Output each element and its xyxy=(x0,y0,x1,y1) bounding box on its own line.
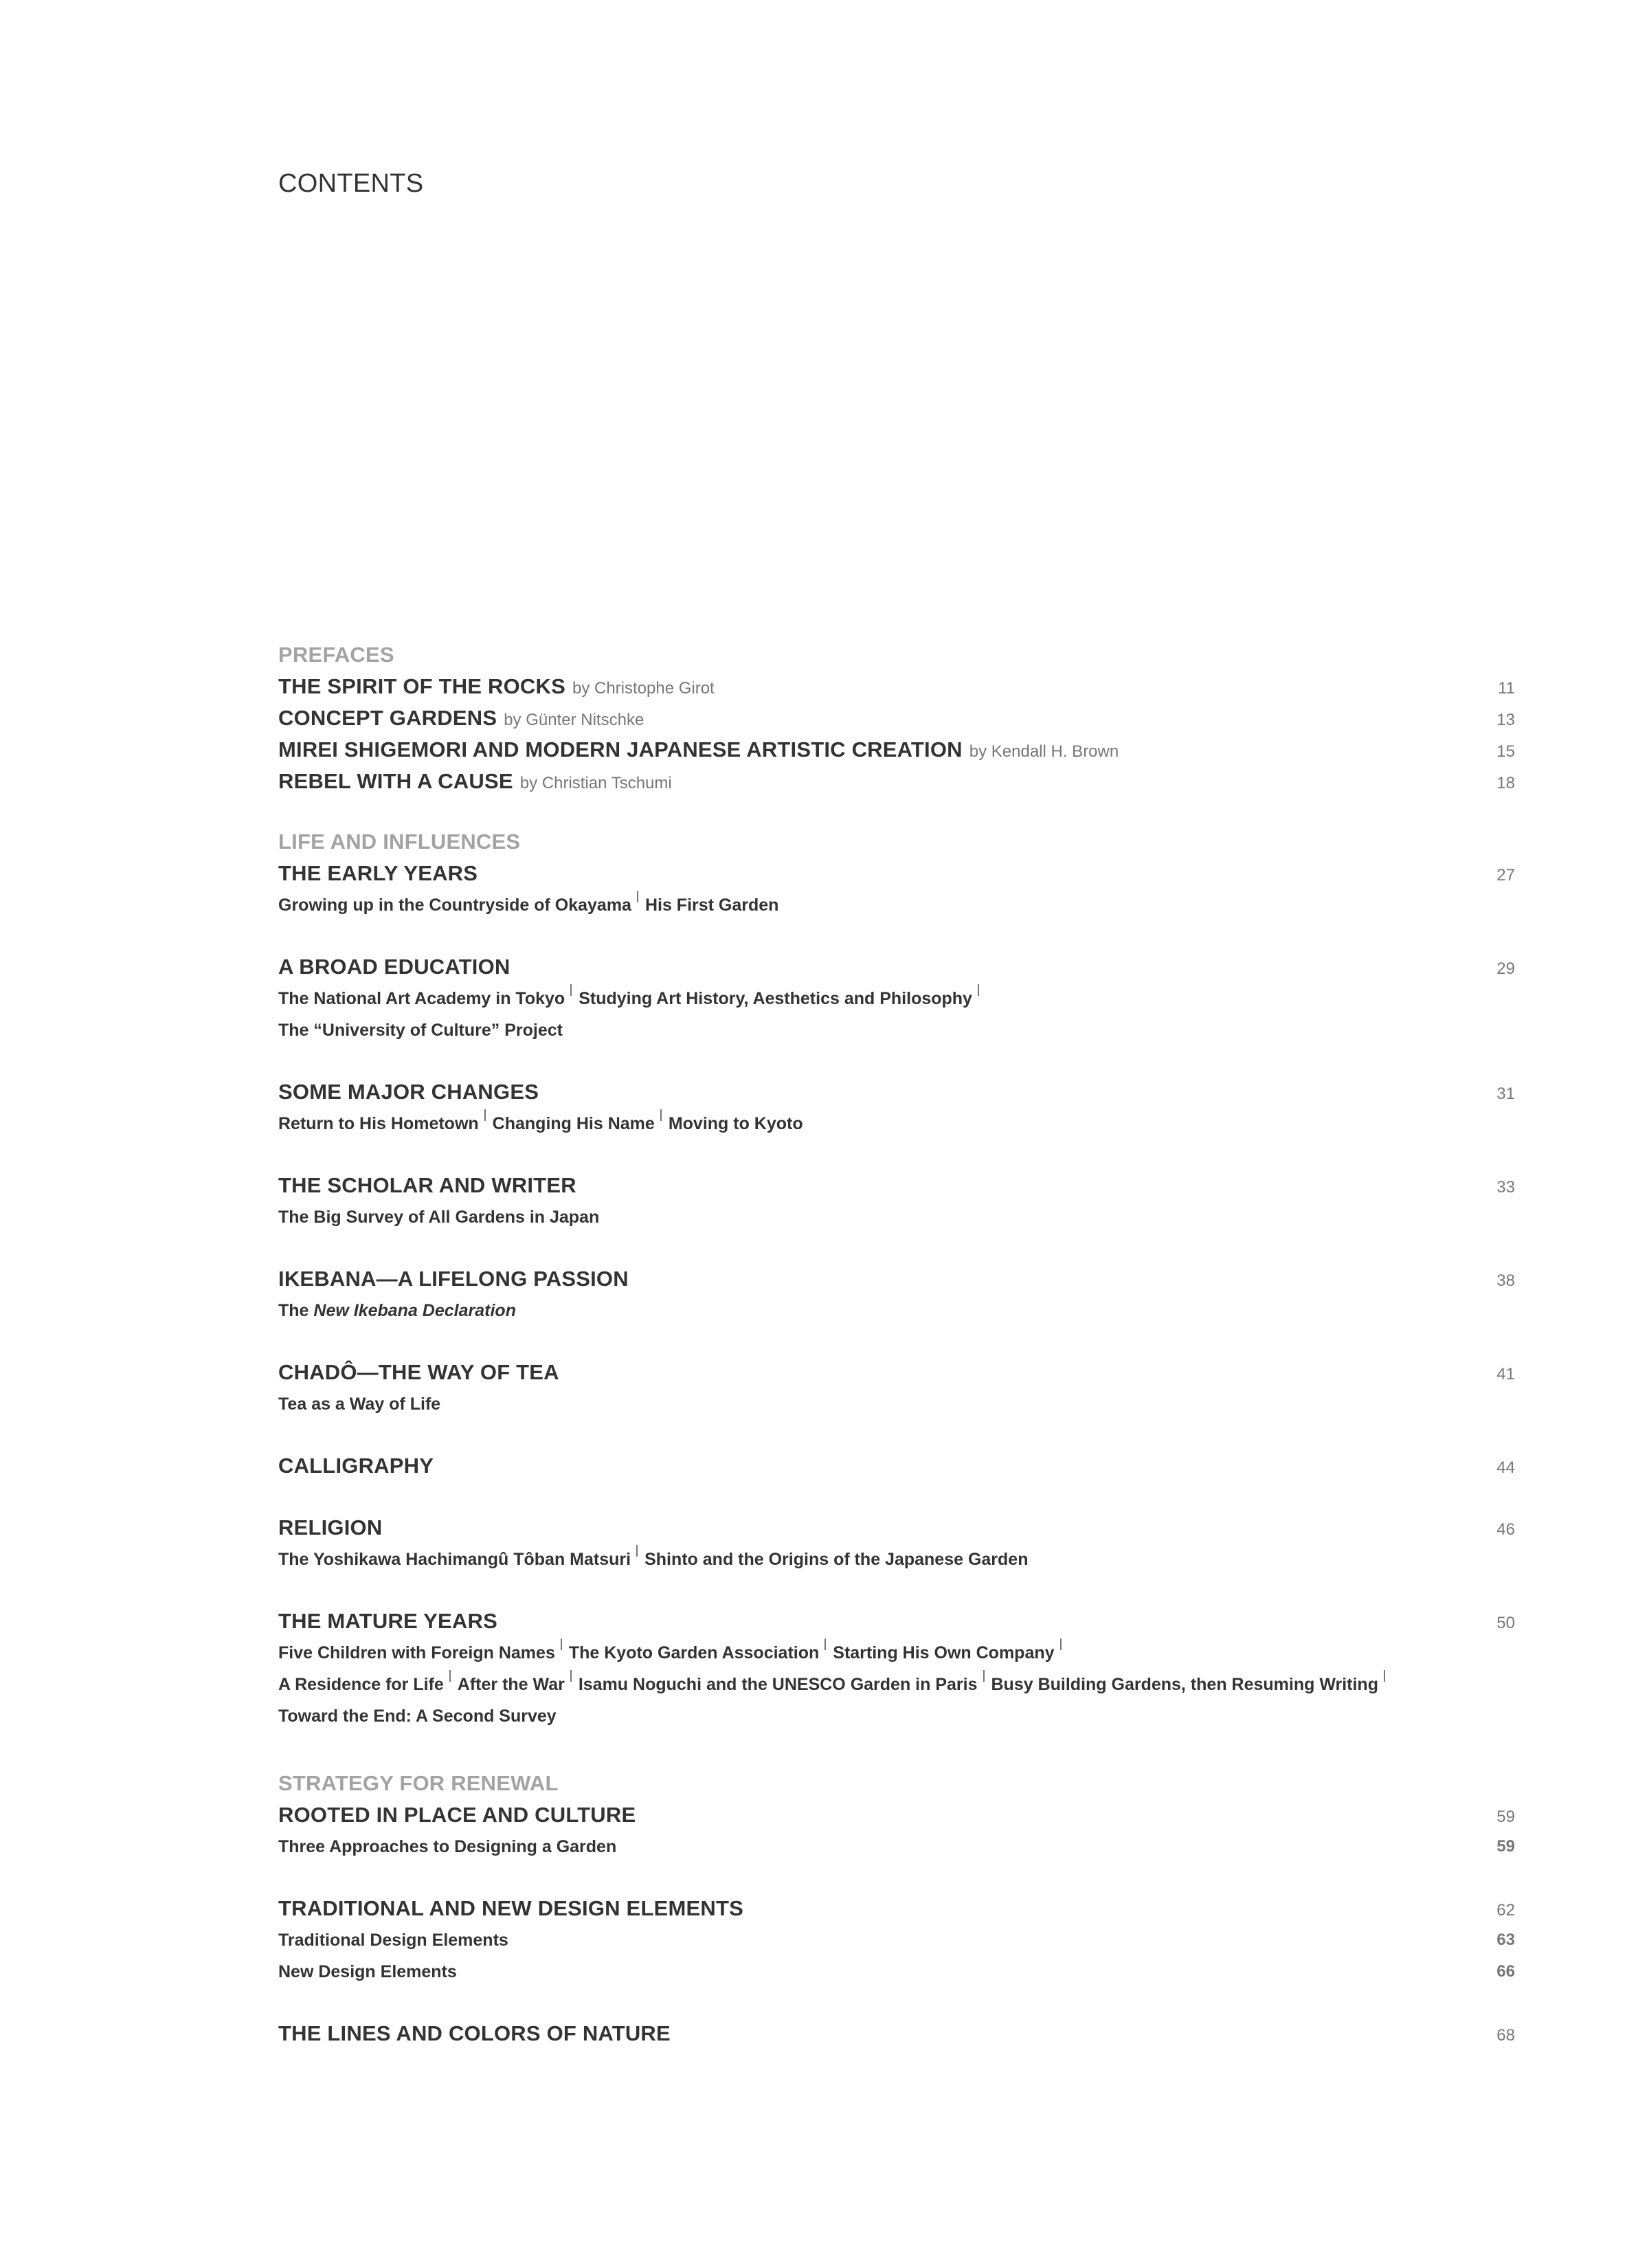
sub-topics xyxy=(278,1201,1515,1233)
separator-bar xyxy=(978,984,979,996)
sub-topic[interactable]: Starting His Own Company xyxy=(833,1643,1055,1663)
page-number: 63 xyxy=(1496,1931,1515,1949)
section-title: STRATEGY FOR RENEWAL xyxy=(278,1771,559,1795)
entry-title: THE MATURE YEARS xyxy=(278,1609,497,1633)
toc-section xyxy=(278,639,1515,797)
toc-entry[interactable] xyxy=(278,858,1515,921)
entry-title: A BROAD EDUCATION xyxy=(278,955,511,979)
entry-title: TRADITIONAL AND NEW DESIGN ELEMENTS xyxy=(278,1896,743,1920)
sub-topics xyxy=(278,889,1515,921)
sub-topic-line xyxy=(278,1669,1515,1700)
toc-section xyxy=(278,826,1515,1732)
page-number: 15 xyxy=(1496,742,1515,761)
page-number: 13 xyxy=(1496,711,1515,729)
sub-topic-line xyxy=(278,1700,1515,1732)
page-number: 46 xyxy=(1496,1520,1515,1539)
page-number: 31 xyxy=(1496,1085,1515,1103)
sub-topic-line xyxy=(278,983,1515,1014)
entry-row xyxy=(278,1605,1515,1637)
entry-title: THE LINES AND COLORS OF NATURE xyxy=(278,2021,671,2045)
separator-bar xyxy=(636,1545,638,1557)
entry-row xyxy=(278,671,1515,702)
toc-entry[interactable] xyxy=(278,2018,1515,2049)
sub-topic[interactable]: After the War xyxy=(457,1675,565,1694)
entry-row xyxy=(278,1357,1515,1388)
sub-topics xyxy=(278,1544,1515,1575)
sub-topic-line xyxy=(278,1831,1515,1863)
sub-topics xyxy=(278,983,1515,1046)
sub-topic-line xyxy=(278,1956,1515,1988)
toc-entry[interactable] xyxy=(278,734,1515,766)
table-of-contents xyxy=(278,639,1515,2077)
toc-entry[interactable] xyxy=(278,1799,1515,1863)
sub-topic[interactable]: His First Garden xyxy=(644,896,779,915)
entry-row xyxy=(278,858,1515,889)
entry-title: THE EARLY YEARS xyxy=(278,861,478,885)
entry-title: MIREI SHIGEMORI AND MODERN JAPANESE ARTISTIC CREATION xyxy=(278,737,963,761)
entry-title: CONCEPT GARDENS xyxy=(278,706,497,730)
entry-row xyxy=(278,1450,1515,1482)
page-number: 68 xyxy=(1496,2026,1515,2045)
toc-entry[interactable] xyxy=(278,766,1515,797)
sub-topics xyxy=(278,1924,1515,1988)
sub-topic[interactable]: Shinto and the Origins of the Japanese Garden xyxy=(644,1550,1029,1569)
toc-entry[interactable] xyxy=(278,951,1515,1046)
sub-topic[interactable]: Busy Building Gardens, then Resuming Writing xyxy=(991,1675,1378,1694)
entry-row xyxy=(278,1076,1515,1108)
sub-topic[interactable]: The Kyoto Garden Association xyxy=(568,1643,820,1663)
sub-topic[interactable]: The “University of Culture” Project xyxy=(278,1021,563,1040)
separator-bar xyxy=(637,891,638,902)
toc-entry[interactable] xyxy=(278,702,1515,734)
section-title: PREFACES xyxy=(278,643,394,667)
page-number: 59 xyxy=(1496,1808,1515,1826)
sub-topic-line xyxy=(278,1388,1515,1420)
toc-entry[interactable] xyxy=(278,1512,1515,1575)
sub-topics xyxy=(278,1388,1515,1420)
sub-topic-line xyxy=(278,1014,1515,1046)
sub-topics xyxy=(278,1831,1515,1863)
page-number: 44 xyxy=(1496,1458,1515,1477)
page-title: CONTENTS xyxy=(278,169,424,198)
entry-title: ROOTED IN PLACE AND CULTURE xyxy=(278,1803,636,1827)
page-number: 41 xyxy=(1496,1365,1515,1383)
toc-entry[interactable] xyxy=(278,1263,1515,1326)
sub-topic[interactable]: Traditional Design Elements xyxy=(278,1931,508,1950)
page-number: 27 xyxy=(1496,866,1515,885)
page-number: 62 xyxy=(1496,1901,1515,1920)
sub-topic-line xyxy=(278,1295,1515,1326)
entry-title: SOME MAJOR CHANGES xyxy=(278,1080,539,1104)
sub-topic-line xyxy=(278,1544,1515,1575)
separator-bar xyxy=(561,1638,562,1650)
sub-topic[interactable]: New Design Elements xyxy=(278,1962,457,1981)
sub-topic-line xyxy=(278,889,1515,921)
sub-topic[interactable]: Isamu Noguchi and the UNESCO Garden in Paris xyxy=(578,1675,978,1694)
entry-row xyxy=(278,1263,1515,1295)
page-number: 50 xyxy=(1496,1614,1515,1632)
toc-entry[interactable] xyxy=(278,1893,1515,1988)
entry-title: CALLIGRAPHY xyxy=(278,1454,434,1478)
entry-title: RELIGION xyxy=(278,1515,383,1539)
entry-author: by Günter Nitschke xyxy=(504,711,644,729)
separator-bar xyxy=(570,984,572,996)
sub-topic[interactable]: Return to His Hometown xyxy=(278,1114,479,1133)
sub-topic-line xyxy=(278,1108,1515,1139)
sub-topic-prefix: The xyxy=(278,1301,314,1320)
entry-title: THE SPIRIT OF THE ROCKS xyxy=(278,674,565,698)
sub-topic[interactable]: The Big Survey of All Gardens in Japan xyxy=(278,1208,600,1227)
separator-bar xyxy=(449,1670,451,1682)
sub-topic[interactable]: Moving to Kyoto xyxy=(668,1114,803,1133)
separator-bar xyxy=(1060,1638,1062,1650)
separator-bar xyxy=(660,1109,662,1121)
entry-row xyxy=(278,1799,1515,1831)
page-number: 11 xyxy=(1498,679,1515,698)
toc-entry[interactable] xyxy=(278,1605,1515,1732)
entry-author: by Kendall H. Brown xyxy=(969,742,1119,761)
entry-row xyxy=(278,702,1515,734)
toc-section xyxy=(278,1768,1515,2049)
sub-topic-line xyxy=(278,1637,1515,1669)
page-number: 66 xyxy=(1496,1962,1515,1981)
separator-bar xyxy=(570,1670,572,1682)
entry-title: REBEL WITH A CAUSE xyxy=(278,769,513,793)
sub-topic[interactable]: Five Children with Foreign Names xyxy=(278,1643,555,1663)
sub-topic[interactable]: The Yoshikawa Hachimangû Tôban Matsuri xyxy=(278,1550,631,1569)
sub-topic-line xyxy=(278,1924,1515,1956)
entry-row xyxy=(278,1170,1515,1201)
sub-topic[interactable]: A Residence for Life xyxy=(278,1675,444,1694)
entry-author: by Christian Tschumi xyxy=(519,774,672,792)
sub-topics xyxy=(278,1637,1515,1732)
sub-topic[interactable]: The National Art Academy in Tokyo xyxy=(278,989,565,1008)
entry-row xyxy=(278,951,1515,983)
sub-topics xyxy=(278,1295,1515,1326)
entry-row xyxy=(278,734,1515,766)
section-title: LIFE AND INFLUENCES xyxy=(278,830,521,854)
sub-topic[interactable]: Changing His Name xyxy=(492,1114,655,1133)
sub-topics xyxy=(278,1108,1515,1139)
entry-row xyxy=(278,2018,1515,2049)
toc-entry[interactable] xyxy=(278,1076,1515,1139)
page-number: 33 xyxy=(1496,1178,1515,1197)
sub-topic[interactable]: New Ikebana Declaration xyxy=(313,1301,516,1320)
toc-entry[interactable] xyxy=(278,1170,1515,1233)
toc-entry[interactable] xyxy=(278,1357,1515,1420)
entry-author: by Christophe Girot xyxy=(572,679,715,698)
entry-row xyxy=(278,1893,1515,1924)
separator-bar xyxy=(484,1109,486,1121)
sub-topic[interactable]: Studying Art History, Aesthetics and Philosophy xyxy=(579,989,972,1008)
sub-topic[interactable]: Tea as a Way of Life xyxy=(278,1394,441,1414)
entry-row xyxy=(278,1512,1515,1544)
sub-topic[interactable]: Growing up in the Countryside of Okayama xyxy=(278,896,631,915)
page-number: 59 xyxy=(1496,1837,1515,1856)
separator-bar xyxy=(1384,1670,1385,1682)
page-number: 18 xyxy=(1496,774,1515,792)
separator-bar xyxy=(824,1638,826,1650)
sub-topic-line xyxy=(278,1201,1515,1233)
page-number: 38 xyxy=(1496,1271,1515,1290)
sub-topic[interactable]: Three Approaches to Designing a Garden xyxy=(278,1837,617,1856)
toc-entry[interactable] xyxy=(278,671,1515,702)
entry-title: CHADÔ—THE WAY OF TEA xyxy=(278,1360,559,1384)
sub-topic[interactable]: Toward the End: A Second Survey xyxy=(278,1706,557,1726)
page-number: 29 xyxy=(1496,959,1515,978)
entry-title: THE SCHOLAR AND WRITER xyxy=(278,1173,576,1197)
toc-entry[interactable] xyxy=(278,1450,1515,1482)
entry-title: IKEBANA—A LIFELONG PASSION xyxy=(278,1267,629,1291)
separator-bar xyxy=(983,1670,985,1682)
entry-row xyxy=(278,766,1515,797)
